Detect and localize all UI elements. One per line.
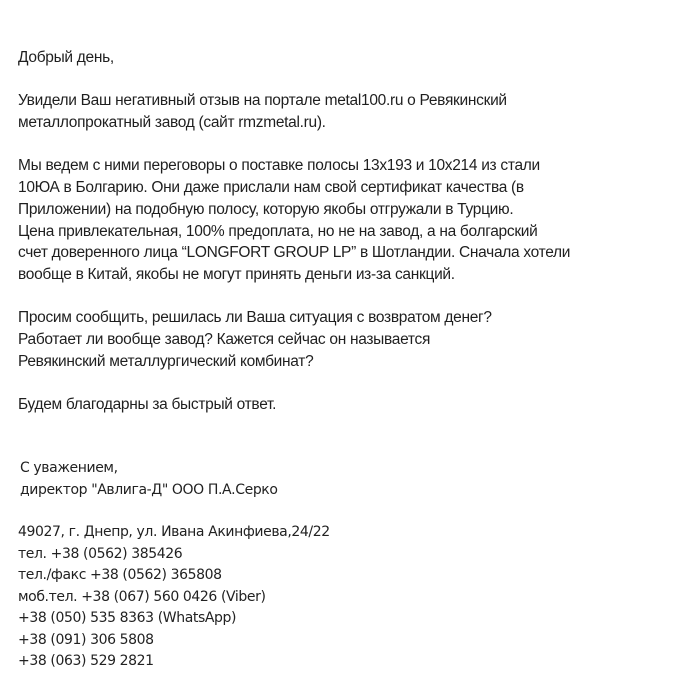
paragraph-questions [18, 307, 668, 372]
phone: тел. +38 (0562) 385426 [18, 545, 183, 562]
text-line: Будем благодарны за быстрый ответ. [18, 396, 277, 414]
mobile-viber: моб.тел. +38 (067) 560 0426 (Viber) [18, 588, 266, 605]
contact-block [18, 522, 330, 673]
phone-fax: тел./факс +38 (0562) 365808 [18, 567, 222, 583]
phone-2: +38 (091) 306 5808 [18, 631, 154, 648]
greeting [18, 47, 668, 69]
paragraph-review [18, 90, 668, 133]
email-body [18, 47, 668, 438]
signer-name: директор "Авлига-Д" ООО П.А.Серко [20, 482, 278, 498]
text-line: Цена привлекательная, 100% предоплата, но не на завод, а на болгарский [18, 222, 538, 240]
phone-whatsapp: +38 (050) 535 8363 (WhatsApp) [18, 610, 237, 626]
text-line: Ревякинский металлургический комбинат? [18, 352, 314, 370]
text-line: Приложении) на подобную полосу, которую якобы отгружали в Турцию. [18, 200, 514, 218]
signature [20, 457, 278, 501]
phone-3: +38 (063) 529 2821 [18, 653, 154, 669]
address: 49027, г. Днепр, ул. Ивана Акинфиева,24/22 [18, 524, 330, 540]
greeting-text: Добрый день, [18, 49, 114, 66]
closing-text: С уважением, [20, 460, 118, 476]
text-line: Увидели Ваш негативный отзыв на портале metal100.ru о Ревякинский [18, 92, 507, 110]
text-line: Мы ведем с ними переговоры о поставке полосы 13х193 и 10х214 из стали [18, 157, 540, 175]
paragraph-negotiations [18, 155, 668, 285]
text-line: Работает ли вообще завод? Кажется сейчас он называется [18, 331, 431, 349]
text-line: металлопрокатный завод (сайт rmzmetal.ru). [18, 114, 326, 132]
text-line: счет доверенного лица “LONGFORT GROUP LP” в Шотландии. Сначала хотели [18, 244, 571, 262]
paragraph-thanks [18, 394, 668, 416]
text-line: 10ЮА в Болгарию. Они даже прислали нам свой сертификат качества (в [18, 179, 524, 197]
text-line: вообще в Китай, якобы не могут принять деньги из-за санкций. [18, 266, 455, 283]
text-line: Просим сообщить, решилась ли Ваша ситуация с возвратом денег? [18, 309, 492, 327]
